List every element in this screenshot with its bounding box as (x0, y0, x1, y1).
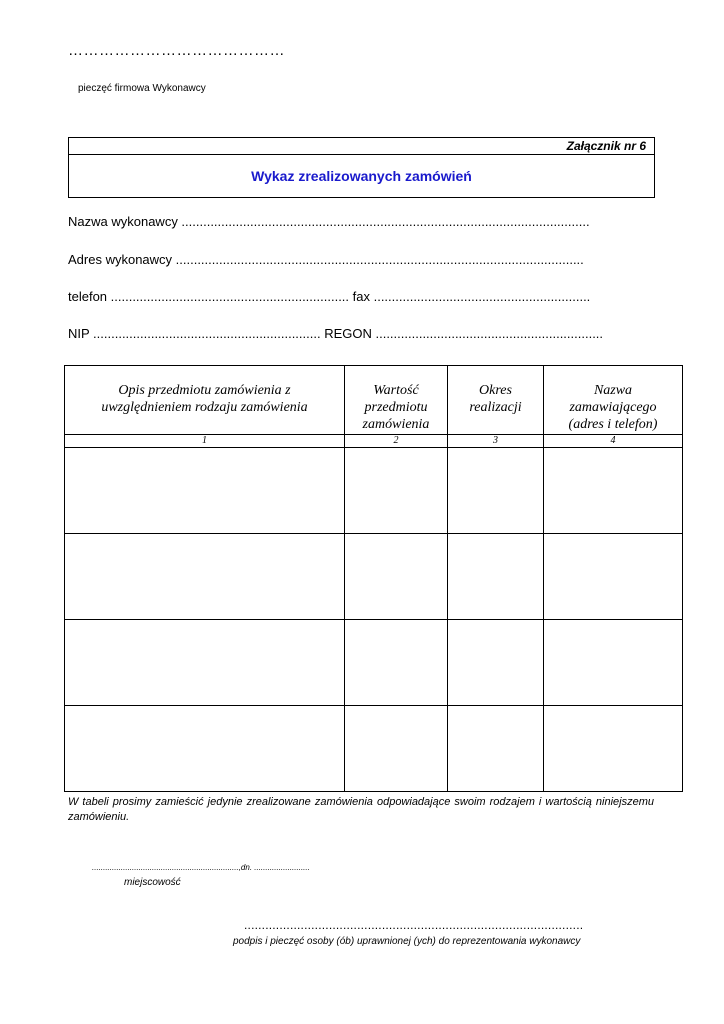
table-cell[interactable] (448, 534, 544, 620)
annex-number: Załącznik nr 6 (69, 138, 654, 155)
table-cell[interactable] (544, 706, 683, 792)
table-cell[interactable] (448, 706, 544, 792)
phone-fax-field[interactable]: telefon .................................................................. fax ............................................................ (68, 289, 591, 304)
table-cell[interactable] (65, 534, 345, 620)
contractor-name-field[interactable]: Nazwa wykonawcy ................................................................................................................. (68, 214, 590, 229)
document-title: Wykaz zrealizowanych zamówień (251, 168, 472, 184)
column-number: 1 (65, 435, 345, 448)
table-cell[interactable] (345, 620, 448, 706)
table-cell[interactable] (544, 448, 683, 534)
table-cell[interactable] (345, 534, 448, 620)
table-cell[interactable] (544, 620, 683, 706)
column-number: 3 (448, 435, 544, 448)
table-row (65, 620, 683, 706)
column-header-description: Opis przedmiotu zamówienia z uwzględnieniem rodzaju zamówienia (65, 366, 345, 435)
table-cell[interactable] (65, 448, 345, 534)
company-stamp-label: pieczęć firmowa Wykonawcy (78, 83, 206, 94)
table-note: W tabeli prosimy zamieścić jedynie zrealizowane zamówienia odpowiadające swoim rodzajem i wartością niniejszemu zamówieniu. (68, 796, 654, 823)
nip-regon-field[interactable]: NIP ............................................................... REGON ............................................................... (68, 326, 604, 341)
column-header-client: Nazwa zamawiającego (adres i telefon) (544, 366, 683, 435)
column-number: 4 (544, 435, 683, 448)
place-label: miejscowość (124, 877, 181, 888)
header-box (68, 137, 655, 198)
column-header-value: Wartość przedmiotu zamówienia (345, 366, 448, 435)
column-numbers-row (65, 435, 683, 448)
column-number: 2 (345, 435, 448, 448)
column-header-period: Okres realizacji (448, 366, 544, 435)
place-date-line[interactable]: ..................................................................,dn. ......................... (92, 863, 310, 872)
table-row (65, 448, 683, 534)
table-cell[interactable] (448, 620, 544, 706)
orders-table (64, 365, 683, 792)
signature-label: podpis i pieczęć osoby (ób) uprawnionej (ych) do reprezentowania wykonawcy (233, 936, 581, 947)
table-row (65, 534, 683, 620)
contractor-address-field[interactable]: Adres wykonawcy ................................................................................................................. (68, 252, 584, 267)
table-cell[interactable] (345, 706, 448, 792)
table-cell[interactable] (65, 620, 345, 706)
signature-line[interactable]: ................................................................................................ (244, 918, 584, 932)
table-cell[interactable] (544, 534, 683, 620)
table-header-row (65, 366, 683, 435)
table-row (65, 706, 683, 792)
table-cell[interactable] (65, 706, 345, 792)
table-cell[interactable] (345, 448, 448, 534)
company-stamp-line: …………………………………… (68, 42, 285, 59)
table-cell[interactable] (448, 448, 544, 534)
